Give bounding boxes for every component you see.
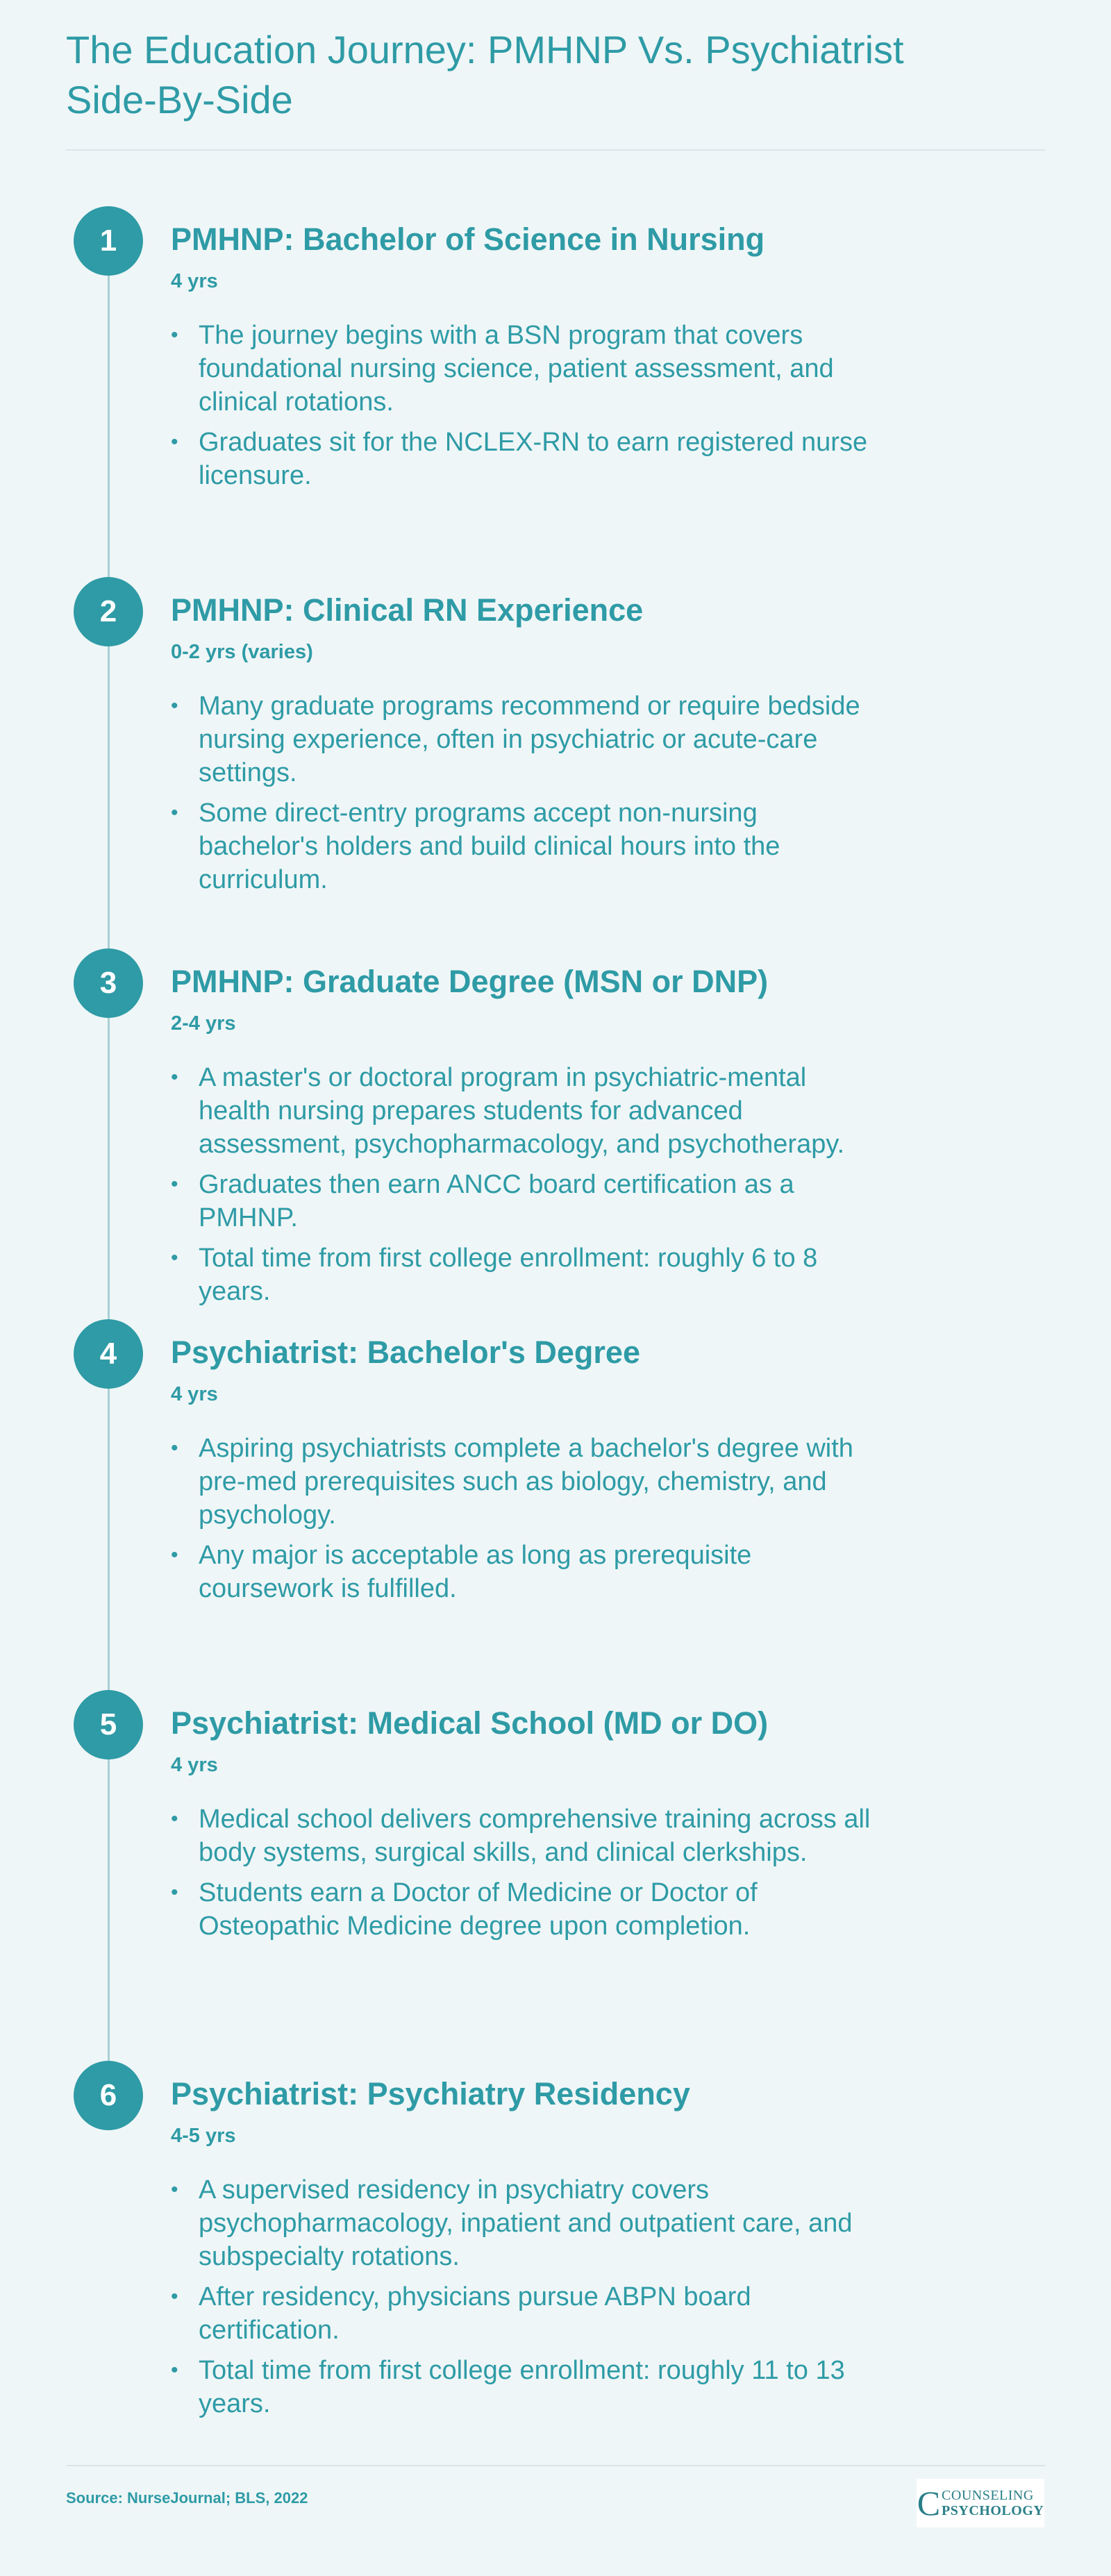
step-number-badge: 5 <box>74 1690 143 1759</box>
step-number-badge: 6 <box>74 2061 143 2130</box>
step-number-badge: 2 <box>74 577 143 646</box>
step-content <box>171 2075 879 2427</box>
page-title: The Education Journey: PMHNP Vs. Psychiatrist Side-By-Side <box>66 28 904 122</box>
header-divider <box>66 149 1045 151</box>
step-bullet <box>171 1876 879 1943</box>
counseling-psychology-logo <box>917 2479 1044 2527</box>
step-bullet <box>171 2280 879 2347</box>
bullet-text: Total time from first college enrollment: roughly 6 to 8 years. <box>199 1244 818 1306</box>
bullet-text: After residency, physicians pursue ABPN board certification. <box>199 2282 751 2345</box>
bullet-dot-icon: • <box>171 2178 178 2201</box>
bullet-dot-icon: • <box>171 1173 178 1196</box>
step-number-badge: 1 <box>74 206 143 276</box>
step-bullet <box>171 1432 879 1532</box>
step-bullet <box>171 1539 879 1605</box>
step-content <box>171 1333 879 1612</box>
step-bullet-list <box>171 1061 879 1308</box>
step-content <box>171 220 879 499</box>
step-bullet-list <box>171 2173 879 2420</box>
bullet-text: Graduates then earn ANCC board certification as a PMHNP. <box>199 1170 794 1232</box>
bullet-dot-icon: • <box>171 1246 178 1269</box>
step-number-badge: 3 <box>74 948 143 1018</box>
bullet-text: Graduates sit for the NCLEX-RN to earn registered nurse licensure. <box>199 428 868 490</box>
step-duration: 4 yrs <box>171 1754 218 1776</box>
bullet-text: A master's or doctoral program in psychiatric-mental health nursing prepares students for advanced assessment, psychopharmacology, and psychotherapy. <box>199 1063 845 1159</box>
step-bullet <box>171 2173 879 2273</box>
bullet-text: Aspiring psychiatrists complete a bachelor's degree with pre-med prerequisites such as biology, chemistry, and psychology. <box>199 1434 853 1530</box>
step-duration: 4-5 yrs <box>171 2125 236 2147</box>
step-title: Psychiatrist: Bachelor's Degree <box>171 1335 640 1370</box>
step-content <box>171 962 879 1315</box>
bullet-dot-icon: • <box>171 2285 178 2308</box>
bullet-dot-icon: • <box>171 1437 178 1460</box>
timeline-line <box>108 243 110 2104</box>
logo-wordmark <box>942 2488 1044 2518</box>
step-bullet <box>171 796 879 896</box>
step-bullet <box>171 2354 879 2420</box>
step-bullet-list <box>171 319 879 492</box>
step-bullet <box>171 1241 879 1308</box>
step-number-badge: 4 <box>74 1319 143 1389</box>
step-duration: 4 yrs <box>171 1383 218 1405</box>
step-bullet <box>171 319 879 419</box>
bullet-dot-icon: • <box>171 2359 178 2382</box>
step-bullet <box>171 1168 879 1235</box>
step-bullet <box>171 1803 879 1869</box>
bullet-dot-icon: • <box>171 801 178 824</box>
step-title: Psychiatrist: Psychiatry Residency <box>171 2076 690 2111</box>
step-bullet-list <box>171 1803 879 1943</box>
logo-line-2: PSYCHOLOGY <box>942 2503 1044 2518</box>
step-title: PMHNP: Bachelor of Science in Nursing <box>171 221 765 257</box>
bullet-dot-icon: • <box>171 1544 178 1566</box>
step-bullet <box>171 1061 879 1161</box>
footer-divider <box>66 2465 1045 2466</box>
step-content <box>171 1704 879 1950</box>
step-content <box>171 591 879 903</box>
source-citation: Source: NurseJournal; BLS, 2022 <box>66 2489 308 2507</box>
step-bullet <box>171 689 879 789</box>
bullet-dot-icon: • <box>171 430 178 453</box>
bullet-dot-icon: • <box>171 1881 178 1904</box>
step-title: Psychiatrist: Medical School (MD or DO) <box>171 1705 769 1741</box>
bullet-dot-icon: • <box>171 694 178 717</box>
bullet-text: The journey begins with a BSN program that covers foundational nursing science, patient assessment, and clinical rotations. <box>199 321 834 417</box>
step-duration: 0-2 yrs (varies) <box>171 641 313 663</box>
step-duration: 2-4 yrs <box>171 1012 236 1035</box>
bullet-dot-icon: • <box>171 1807 178 1830</box>
step-title: PMHNP: Graduate Degree (MSN or DNP) <box>171 964 769 999</box>
bullet-text: Many graduate programs recommend or require bedside nursing experience, often in psychiatric or acute-care settings. <box>199 692 860 787</box>
bullet-dot-icon: • <box>171 1066 178 1089</box>
bullet-text: Students earn a Doctor of Medicine or Doctor of Osteopathic Medicine degree upon completion. <box>199 1878 758 1941</box>
bullet-text: Medical school delivers comprehensive training across all body systems, surgical skills, and clinical clerkships. <box>199 1805 871 1867</box>
bullet-dot-icon: • <box>171 324 178 346</box>
bullet-text: A supervised residency in psychiatry covers psychopharmacology, inpatient and outpatient care, and subspecialty rotations. <box>199 2175 853 2271</box>
step-bullet <box>171 426 879 492</box>
bullet-text: Some direct-entry programs accept non-nursing bachelor's holders and build clinical hours into the curriculum. <box>199 798 780 894</box>
bullet-text: Any major is acceptable as long as prerequisite coursework is fulfilled. <box>199 1541 752 1603</box>
step-bullet-list <box>171 689 879 896</box>
head-profile-icon: C <box>917 2484 941 2523</box>
step-duration: 4 yrs <box>171 270 218 292</box>
step-title: PMHNP: Clinical RN Experience <box>171 592 644 628</box>
logo-line-1: COUNSELING <box>942 2488 1034 2503</box>
bullet-text: Total time from first college enrollment: roughly 11 to 13 years. <box>199 2356 845 2418</box>
step-bullet-list <box>171 1432 879 1605</box>
